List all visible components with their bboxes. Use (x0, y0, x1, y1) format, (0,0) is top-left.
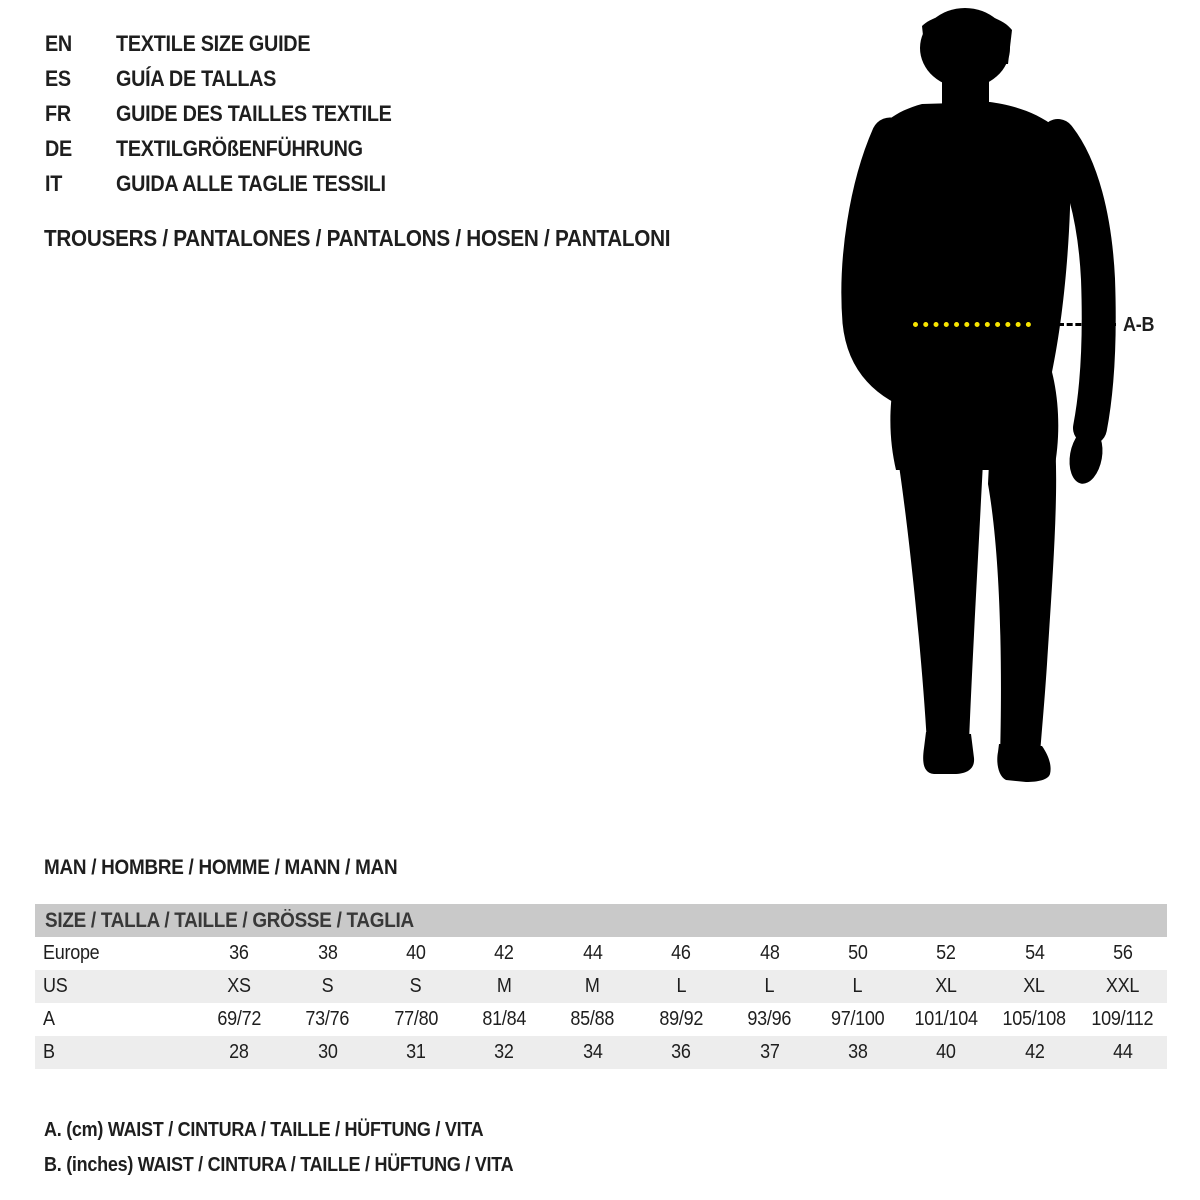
product-line-heading: TROUSERS / PANTALONES / PANTALONS / HOSEN / PANTALONI (44, 225, 671, 251)
table-cell: M (585, 975, 600, 997)
language-code: EN (45, 30, 72, 56)
language-title: GUIDA ALLE TAGLIE TESSILI (116, 170, 386, 196)
size-table-header-label: SIZE / TALLA / TAILLE / GRÖSSE / TAGLIA (45, 908, 414, 932)
table-cell: 38 (847, 1041, 868, 1063)
table-cell: 40 (936, 1041, 956, 1063)
table-cell: 44 (1113, 1041, 1133, 1063)
table-cell: XL (1023, 975, 1046, 997)
table-cell: 46 (671, 942, 691, 964)
table-cell: XS (227, 975, 251, 997)
language-row-it (45, 166, 422, 201)
man-silhouette-icon (830, 4, 1130, 786)
language-title: GUIDE DES TAILLES TEXTILE (116, 100, 392, 126)
language-code: ES (45, 65, 71, 91)
table-cell: 109/112 (1091, 1008, 1154, 1030)
footnote-b: B. (inches) WAIST / CINTURA / TAILLE / HÜFTUNG / VITA (44, 1154, 514, 1176)
table-cell: 105/108 (1002, 1008, 1067, 1030)
language-row-en (45, 26, 422, 61)
language-title: TEXTILGRÖßENFÜHRUNG (116, 135, 363, 161)
language-row-es (45, 61, 422, 96)
language-code: FR (45, 100, 71, 126)
table-cell: 31 (406, 1041, 426, 1063)
row-label: US (43, 975, 68, 997)
table-cell: 37 (759, 1041, 780, 1063)
table-cell: 89/92 (659, 1008, 703, 1030)
table-cell: 32 (494, 1041, 514, 1063)
footnotes (44, 1113, 566, 1183)
table-cell: 38 (317, 942, 338, 964)
table-cell: L (764, 975, 775, 997)
row-label: B (43, 1041, 55, 1063)
table-row-europe (35, 937, 1167, 970)
table-cell: S (410, 975, 422, 997)
table-row-us (35, 970, 1167, 1003)
table-cell: XL (935, 975, 957, 997)
table-cell: XXL (1106, 975, 1140, 997)
table-row-a-cm (35, 1003, 1167, 1036)
man-silhouette-figure (830, 4, 1130, 786)
table-cell: 48 (759, 942, 780, 964)
table-cell: 30 (317, 1041, 338, 1063)
table-cell: 28 (229, 1041, 249, 1063)
language-row-fr (45, 96, 422, 131)
table-cell: 85/88 (570, 1008, 615, 1030)
table-cell: 42 (1024, 1041, 1045, 1063)
table-cell: 77/80 (394, 1008, 438, 1030)
table-cell: 56 (1113, 942, 1133, 964)
waist-measure-label: A-B (1123, 314, 1155, 336)
table-cell: 73/76 (305, 1008, 350, 1030)
table-cell: 36 (671, 1041, 691, 1063)
waist-measure-dotted-line (913, 322, 1031, 327)
language-title: GUÍA DE TALLAS (116, 65, 277, 91)
row-label: Europe (43, 942, 100, 964)
size-table (35, 904, 1167, 1069)
table-cell: 93/96 (747, 1008, 792, 1030)
table-cell: 101/104 (914, 1008, 978, 1030)
table-cell: L (676, 975, 686, 997)
size-table-header (35, 904, 1167, 937)
table-cell: 34 (582, 1041, 603, 1063)
footnote-a: A. (cm) WAIST / CINTURA / TAILLE / HÜFTUNG / VITA (44, 1119, 484, 1141)
table-cell: 42 (494, 942, 514, 964)
language-code: DE (45, 135, 72, 161)
language-title-list (45, 26, 422, 201)
table-cell: 54 (1024, 942, 1045, 964)
row-label: A (43, 1008, 55, 1030)
table-cell: 50 (847, 942, 868, 964)
language-code: IT (45, 170, 63, 196)
language-row-de (45, 131, 422, 166)
table-cell: 97/100 (830, 1008, 885, 1030)
table-cell: 44 (582, 942, 603, 964)
table-cell: M (496, 975, 512, 997)
waist-measure-dashed-line (1032, 323, 1116, 326)
language-title: TEXTILE SIZE GUIDE (116, 30, 311, 56)
table-cell: 40 (406, 942, 426, 964)
table-cell: L (852, 975, 863, 997)
table-cell: 69/72 (217, 1008, 262, 1030)
table-row-b-inches (35, 1036, 1167, 1069)
table-cell: S (321, 975, 334, 997)
table-cell: 52 (936, 942, 956, 964)
table-cell: 81/84 (482, 1008, 527, 1030)
section-title-man: MAN / HOMBRE / HOMME / MANN / MAN (44, 856, 398, 879)
table-cell: 36 (229, 942, 249, 964)
